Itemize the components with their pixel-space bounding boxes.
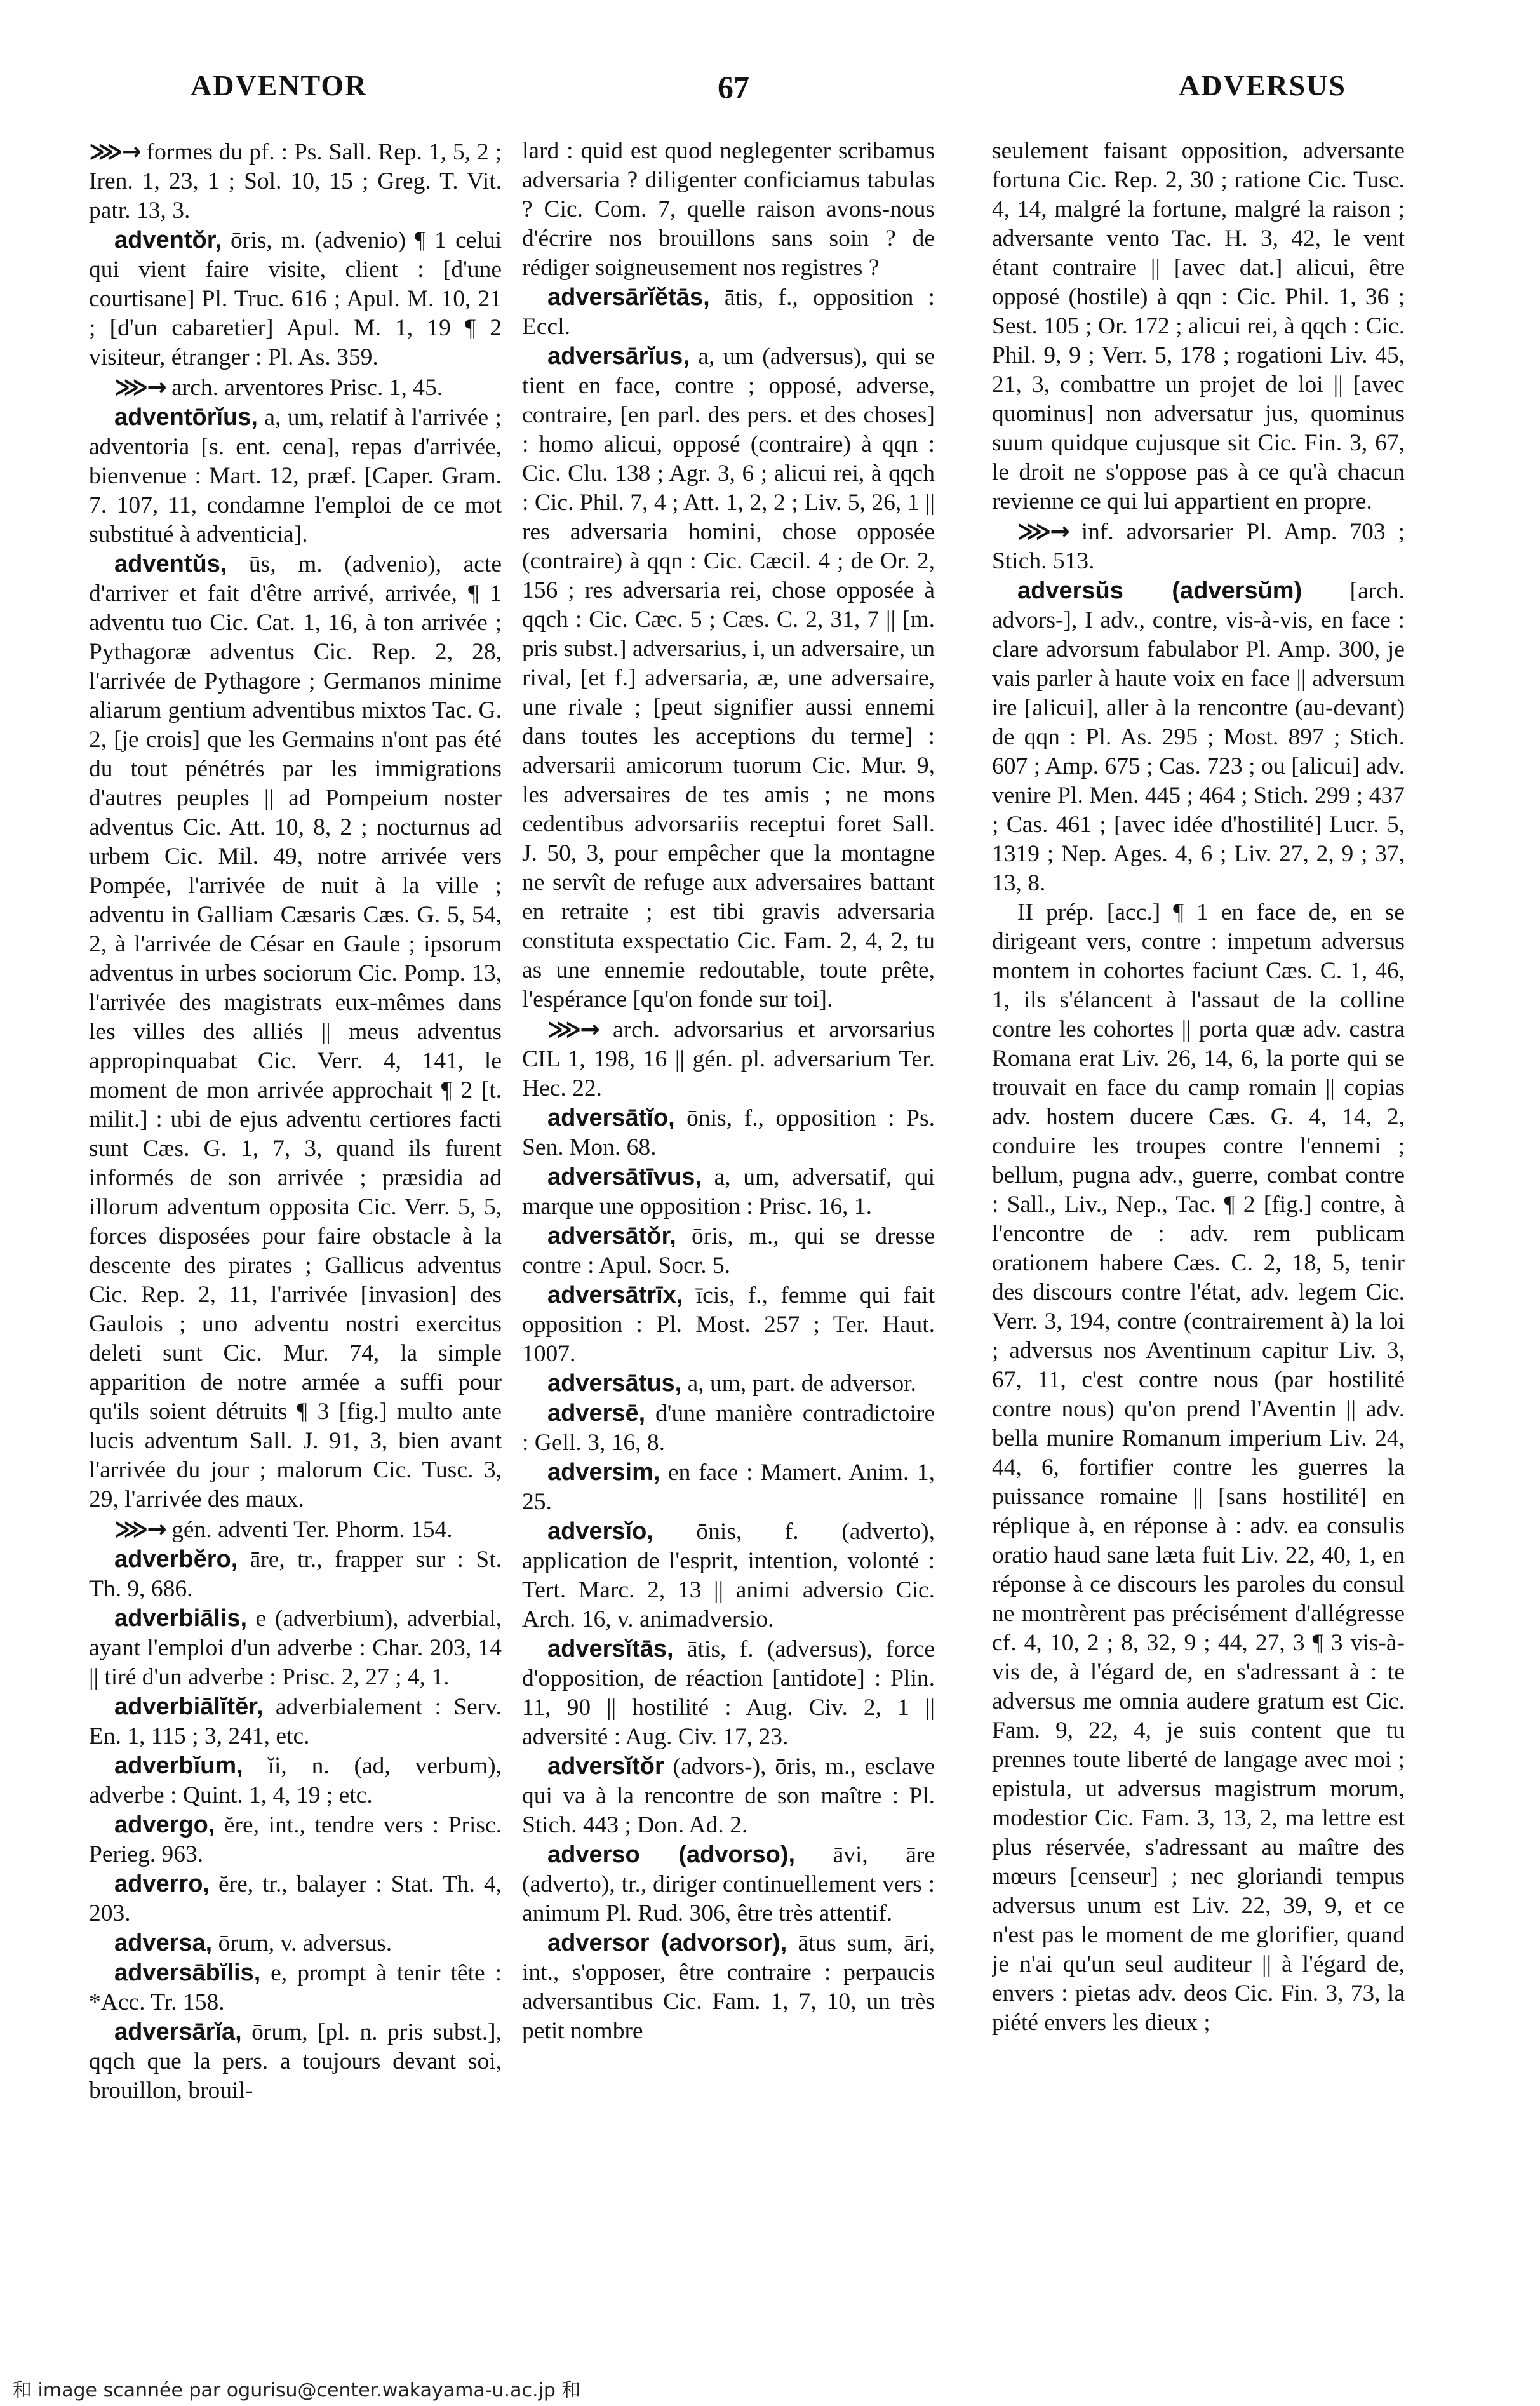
note-arrow-icon: ⋙→ [114,1515,166,1543]
headword: adversārĭa, [114,2019,242,2045]
entry-text: a, um, relatif à l'arrivée ; adventoria [s. ent. cena], repas d'arrivée, bienvenue : Mart. 12, præf. [Caper. Gram. 7. 107, 11, condamne l'emploi de ce mot substitué à adventicia]. [89,405,502,548]
entry-note [522,1014,935,1103]
entry-text: ĕre, tr., balayer : Stat. Th. 4, 203. [89,1871,502,1926]
headword: adversābĭlis, [114,1959,261,1986]
entry-text: formes du pf. : Ps. Sall. Rep. 1, 5, 2 ; Iren. 1, 23, 1 ; Sol. 10, 15 ; Greg. T. Vit. patr. 13, 3. [89,139,502,224]
dictionary-entry [89,1869,502,1928]
page-number: 67 [718,69,749,105]
entry-text: d'une manière contradictoire : Gell. 3, 16, 8. [522,1401,935,1456]
headword: adverso (advorso), [547,1841,796,1868]
entry-text: en face : Mamert. Anim. 1, 25. [522,1460,935,1515]
scan-credit-footer: 和 image scannée par ogurisu@center.wakayama-u.ac.jp 和 [0,2376,1540,2406]
dictionary-entry [522,1280,935,1369]
headword: adversātīvus, [547,1164,702,1190]
entry-text: seulement faisant opposition, adversante fortuna Cic. Rep. 2, 30 ; ratione Cic. Tusc. 4, 14, malgré la fortune, malgré la raison ; adversante vento Tac. H. 3, 42, le vent étant contraire || [avec dat.] alicui, être opposé (hostile) à qqn : Cic. Phil. 1, 36 ; Sest. 105 ; Or. 172 ; alicui rei, à qqch : Cic. Phil. 9, 9 ; Verr. 5, 178 ; rogationi Liv. 45, 21, 3, combattre un projet de loi || [avec quominus] non adversatur jus, quominus suum quidque cujusque sit Cic. Fin. 3, 67, le droit ne s'oppose pas à ce qu'à chacun revienne ce qui lui appartient en propre. [992,138,1405,514]
entry-note [89,1514,502,1545]
note-arrow-icon: ⋙→ [114,373,166,401]
entry-text: a, um, adversatif, qui marque une opposition : Prisc. 16, 1. [522,1164,935,1220]
dictionary-entry [522,1369,935,1399]
dictionary-entry [992,576,1405,898]
running-head-right: ADVERSUS [1179,69,1346,102]
note-arrow-icon: ⋙→ [1017,517,1069,545]
page-header [191,69,1346,113]
entry-note [89,372,502,403]
entry-text: ōris, m., qui se dresse contre : Apul. Socr. 5. [522,1223,935,1279]
dictionary-entry [89,1692,502,1751]
headword: adversātus, [547,1370,682,1397]
headword: adversĭtās, [547,1636,674,1662]
dictionary-entry [89,1810,502,1869]
entry-continuation [522,137,935,283]
dictionary-entry [89,1928,502,1958]
headword: adversārĭĕtās, [547,284,710,311]
entry-note [89,137,502,225]
entry-text: e, prompt à tenir tête : *Acc. Tr. 158. [89,1960,502,2015]
headword: advergo, [114,1811,215,1838]
dictionary-entry [89,403,502,549]
dictionary-entry [522,342,935,1014]
dictionary-entry [522,283,935,342]
headword: adversātŏr, [547,1223,676,1249]
entry-continuation [992,898,1405,2038]
dictionary-entry [522,1399,935,1458]
entry-continuation [992,137,1405,516]
entry-text: ātus sum, āri, int., s'opposer, être contraire : perpaucis adversantibus Cic. Fam. 1, 7, 10, un très petit nombre [522,1930,935,2044]
entry-text: āvi, āre (adverto), tr., diriger continuellement vers : animum Pl. Rud. 306, être très attentif. [522,1842,935,1926]
entry-text: ūs, m. (advenio), acte d'arriver et fait d'être arrivé, arrivée, ¶ 1 adventu tuo Cic. Cat. 1, 16, à ton arrivée ; Pythagoræ adventus Cic. Rep. 2, 28, l'arrivée de Pythagore ; Germanos minime aliarum gentium adventibus mixtos Tac. G. 2, [je crois] que les Germains n'ont pas été du tout pénétrés par les immigrations d'autres peuples || ad Pompeium noster adventus Cic. Att. 10, 8, 2 ; nocturnus ad urbem Cic. Mil. 49, notre arrivée vers Pompée, l'arrivée de nuit à la ville ; adventu in Galliam Cæsaris Cæs. G. 5, 54, 2, à l'arrivée de César en Gaule ; ipsorum adventus in urbes sociorum Cic. Pomp. 13, l'arrivée des magistrats eux-mêmes dans les villes des alliés || meus adventus appropinquabat Cic. Verr. 4, 141, le moment de mon arrivée approchait ¶ 2 [t. milit.] : ubi de ejus adventu certiores facti sunt Cæs. G. 1, 7, 3, quand ils furent informés de son arrivée ; præsidia ad illorum adventum opposita Cic. Verr. 5, 5, forces disposées pour faire obstacle à la descente des pirates ; Gallicus adventus Cic. Rep. 2, 11, l'arrivée [invasion] des Gaulois ; uno adventu nostri exercitus deleti sunt Cic. Mur. 74, la simple apparition de notre armée a suffi pour qu'ils soient détruits ¶ 3 [fig.] multo ante lucis adventum Sall. J. 91, 3, bien avant l'arrivée du jour ; malorum Cic. Tusc. 3, 29, l'arrivée des maux. [89,551,502,1512]
headword: adverbĕro, [114,1546,238,1573]
dictionary-entry [522,1634,935,1752]
headword: adventŭs, [114,551,227,577]
dictionary-entry [89,225,502,372]
column-3 [992,137,1405,2366]
entry-text: ĕre, int., tendre vers : Prisc. Perieg. 963. [89,1812,502,1867]
headword: adversim, [547,1459,660,1486]
entry-text: adverbialement : Serv. En. 1, 115 ; 3, 241, etc. [89,1694,502,1749]
dictionary-entry [89,1958,502,2017]
dictionary-entry [522,1221,935,1280]
dictionary-entry [522,1752,935,1840]
dictionary-entry [522,1162,935,1221]
headword: adversātĭo, [547,1105,675,1131]
headword: adventŏr, [114,227,222,253]
headword: adverro, [114,1871,210,1897]
dictionary-entry [89,1604,502,1692]
entry-text: a, um (adversus), qui se tient en face, contre ; opposé, adverse, contraire, [en parl. des pers. et des choses] : homo alicui, opposé (contraire) à qqn : Cic. Clu. 138 ; Agr. 3, 6 ; alicui rei, à qqch : Cic. Phil. 7, 4 ; Att. 1, 2, 2 ; Liv. 5, 26, 1 || res adversaria homini, chose opposée (contraire) à qqn : Cic. Cæcil. 4 ; de Or. 2, 156 ; res adversaria rei, chose opposée à qqch : Cic. Cæc. 5 ; Cæs. C. 2, 31, 7 || [m. pris subst.] adversarius, i, un adversaire, un rival, [et f.] adversaria, æ, une adversaire, une rivale ; [peut signifier aussi ennemi dans toutes les acceptions du terme] : adversarii amicorum tuorum Cic. Mur. 9, les adversaires de tes amis ; ne mons cedentibus advorsariis receptui foret Sall. J. 50, 3, pour empêcher que la montagne ne servît de refuge aux adversaires battant en retraite ; est tibi gravis adversaria constituta exspectatio Cic. Fam. 2, 4, 2, tu as une ennemie redoutable, toute prête, l'espérance [qu'on fonde sur toi]. [522,344,935,1012]
entry-text: ōnis, f. (adverto), application de l'esprit, intention, volonté : Tert. Marc. 2, 13 || animi adversio Cic. Arch. 16, v. animadversio. [522,1519,935,1632]
running-head-left: ADVENTOR [191,69,368,102]
dictionary-entry [89,1751,502,1810]
dictionary-entry [89,1545,502,1604]
dictionary-entry [522,1458,935,1517]
entry-text: lard : quid est quod neglegenter scribamus adversaria ? diligenter conficiamus tabulas ? Cic. Com. 7, quelle raison avons-nous d'écrire nos brouillons sans soin ? de rédiger soigneusement nos registres ? [522,138,935,281]
note-arrow-icon: ⋙→ [89,137,140,165]
note-arrow-icon: ⋙→ [547,1015,599,1043]
entry-text: āre, tr., frapper sur : St. Th. 9, 686. [89,1547,502,1602]
entry-text: ōnis, f., opposition : Ps. Sen. Mon. 68. [522,1105,935,1160]
entry-note [992,516,1405,576]
entry-text: arch. advorsarius et arvorsarius CIL 1, 198, 16 || gén. pl. adversarium Ter. Hec. 22. [522,1017,935,1101]
dictionary-entry [522,1103,935,1162]
headword: adverbiālis, [114,1605,248,1632]
dictionary-entry [522,1840,935,1928]
entry-text: gén. adventi Ter. Phorm. 154. [165,1517,453,1543]
column-1 [89,137,502,2366]
dictionary-entry [89,549,502,1514]
headword: adversē, [547,1400,646,1427]
entry-text: arch. arventores Prisc. 1, 45. [165,375,443,401]
entry-text: ōris, m. (advenio) ¶ 1 celui qui vient faire visite, client : [d'une courtisane] Pl. Truc. 616 ; Apul. M. 10, 21 ; [d'un cabaretier] Apul. M. 1, 19 ¶ 2 visiteur, étranger : Pl. As. 359. [89,227,502,370]
headword: adventōrĭus, [114,404,258,431]
headword: adversārĭus, [547,343,690,370]
headword: adverbiālĭtĕr, [114,1693,264,1720]
entry-text: ōrum, v. adversus. [212,1930,392,1956]
headword: adversātrīx, [547,1282,683,1308]
headword: adversĭtŏr [547,1753,664,1780]
entry-text: īcis, f., femme qui fait opposition : Pl. Most. 257 ; Ter. Haut. 1007. [522,1282,935,1367]
entry-text: (advors-), ōris, m., esclave qui va à la rencontre de son maître : Pl. Stich. 443 ; Don. Ad. 2. [522,1754,935,1838]
entry-text: a, um, part. de adversor. [681,1371,916,1397]
headword: adversĭo, [547,1518,653,1545]
dictionary-entry [89,2017,502,2106]
headword: adverbĭum, [114,1752,243,1779]
headword: adversŭs (adversŭm) [1017,577,1302,604]
dictionary-entry [522,1928,935,2046]
entry-text: e (adverbium), adverbial, ayant l'emploi d'un adverbe : Char. 203, 14 || tiré d'un adverbe : Prisc. 2, 27 ; 4, 1. [89,1606,502,1690]
entry-text: [arch. advors-], I adv., contre, vis-à-vis, en face : clare advorsum fabulabor Pl. Amp. 300, je vais parler à haute voix en face || adversum ire [alicui], aller à la rencontre (au-devant) de qqn : Pl. As. 295 ; Most. 897 ; Stich. 607 ; Amp. 675 ; Cas. 723 ; ou [alicui] adv. venire Pl. Men. 445 ; 464 ; Stich. 299 ; 437 ; Cas. 461 ; [avec idée d'hostilité] Lucr. 5, 1319 ; Nep. Ages. 4, 6 ; Liv. 27, 2, 9 ; 37, 13, 8. [992,578,1405,896]
entry-text: inf. advorsarier Pl. Amp. 703 ; Stich. 513. [992,519,1405,574]
entry-text: ātis, f., opposition : Eccl. [522,285,935,340]
entry-text: ātis, f. (adversus), force d'opposition, de réaction [antidote] : Plin. 11, 90 || hostilité : Aug. Civ. 2, 1 || adversité : Aug. Civ. 17, 23. [522,1636,935,1750]
headword: adversor (advorsor), [547,1930,787,1956]
entry-text: ĭi, n. (ad, verbum), adverbe : Quint. 1, 4, 19 ; etc. [89,1753,502,1808]
entry-text: ōrum, [pl. n. pris subst.], qqch que la pers. a toujours devant soi, brouillon, brouil- [89,2019,502,2104]
column-2 [522,137,935,2366]
dictionary-entry [522,1517,935,1634]
headword: adversa, [114,1930,213,1956]
entry-text: II prép. [acc.] ¶ 1 en face de, en se dirigeant vers, contre : impetum adversus montem in cohortes faciunt Cæs. C. 1, 46, 1, ils s'élancent à l'assaut de la colline contre les cohortes || porta quæ adv. castra Romana erat Liv. 26, 14, 6, la porte qui se trouvait en face du camp romain || copias adv. hostem ducere Cæs. G. 4, 14, 2, conduire les troupes contre l'ennemi ; bellum, pugna adv., guerre, combat contre : Sall., Liv., Nep., Tac. ¶ 2 [fig.] contre, à l'encontre de : adv. rem publicam orationem habere Cæs. C. 2, 18, 5, tenir des discours contre l'état, adv. legem Cic. Verr. 3, 194, contre (contrairement à) la loi ; adversus nos Aventinum capitur Liv. 3, 67, 11, c'est contre nous (par hostilité contre nous) qu'on prend l'Aventin || adv. bella munire Romanum imperium Liv. 24, 44, 6, fortifier contre les guerres la puissance romaine || [sans hostilité] en réplique à, en réponse à : adv. ea consulis oratio haud sane læta fuit Liv. 22, 40, 1, en réponse à ce discours les paroles du consul ne montrèrent pas précisément d'allégresse cf. 4, 10, 2 ; 8, 32, 9 ; 44, 27, 3 ¶ 3 vis-à-vis de, à l'égard de, en s'adressant à : te adversus me omnia audere gratum est Cic. Fam. 9, 22, 4, je suis content que tu prennes toute liberté de langage avec moi ; epistula, ut adversus magistrum morum, modestior Cic. Fam. 3, 13, 2, ma lettre est plus réservée, s'adressant au maître des mœurs [censeur] ; nec gloriandi tempus adversus unum est Liv. 22, 39, 9, et ce n'est pas le moment de me glorifier, quand je n'ai qu'un seul auditeur || à l'égard de, envers : pietas adv. deos Cic. Fin. 3, 73, la piété envers les dieux ; [992,899,1405,2036]
